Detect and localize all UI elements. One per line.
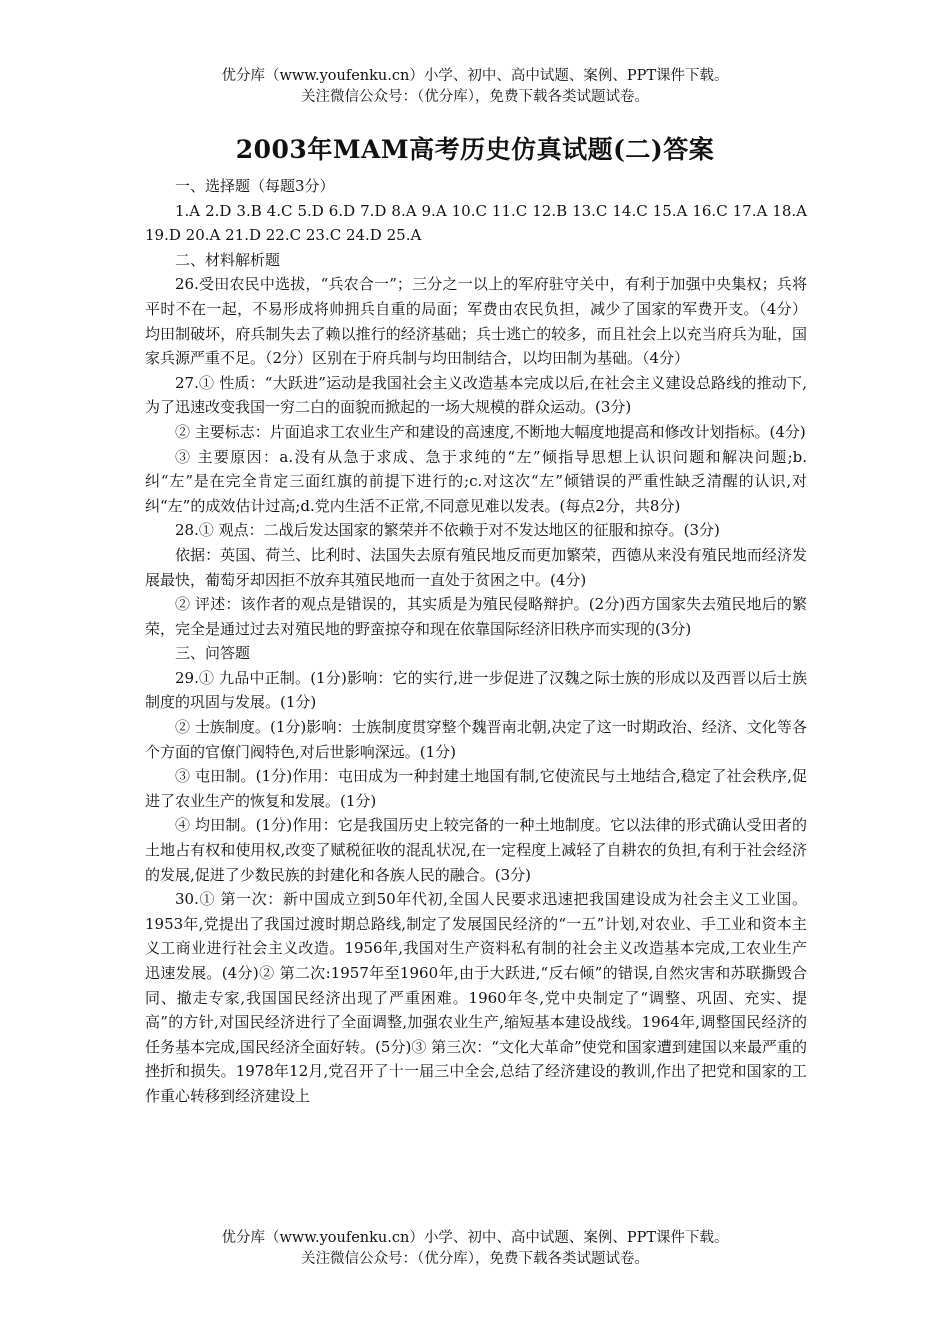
footer-line-1: 优分库（www.youfenku.cn）小学、初中、高中试题、案例、PPT课件下载。 <box>221 1230 729 1246</box>
answer-30: 30.① 第一次：新中国成立到50年代初,全国人民要求迅速把我国建设成为社会主义工业国。1953年,党提出了我国过渡时期总路线,制定了发展国民经济的“一五”计划,对农业、手工业和资本主义工商业进行社会主义改造。1956年,我国对生产资料私有制的社会主义改造基本完成,工农业生产迅速发展。(4分)② 第二次:1957年至1960年,由于大跃进,“反右倾”的错误,自然灾害和苏联撕毁合同、撤走专家,我国国民经济出现了严重困难。1960年冬,党中央制定了“调整、巩固、充实、提高”的方针,对国民经济进行了全面调整,加强农业生产,缩短基本建设战线。1964年,调整国民经济的任务基本完成,国民经济全面好转。(5分)③ 第三次：“文化大革命”使党和国家遭到建国以来最严重的挫折和损失。1978年12月,党召开了十一届三中全会,总结了经济建设的教训,作出了把党和国家的工作重心转移到经济建设上 <box>145 890 807 1105</box>
page-header <box>0 66 950 108</box>
answer-27-2: ② 主要标志：片面追求工农业生产和建设的高速度,不断地大幅度地提高和修改计划指标。(4分) <box>175 422 806 441</box>
answer-27-3: ③ 主要原因：a.没有从急于求成、急于求纯的“左”倾指导思想上认识问题和解决问题;b.纠“左”是在完全肯定三面红旗的前提下进行的;c.对这次“左”倾错误的严重性缺乏清醒的认识,对纠“左”的成效估计过高;d.党内生活不正常,不同意见难以发表。(每点2分，共8分) <box>145 447 807 515</box>
answer-body <box>145 174 807 1109</box>
answer-28-1: 28.① 观点：二战后发达国家的繁荣并不依赖于对不发达地区的征服和掠夺。(3分) <box>175 521 720 540</box>
answer-29-1: 29.① 九品中正制。(1分)影响：它的实行,进一步促进了汉魏之际士族的形成以及西晋以后士族制度的巩固与发展。(1分) <box>145 668 807 712</box>
answer-26: 26.受田农民中选拔，“兵农合一”；三分之一以上的军府驻守关中，有利于加强中央集权；兵将平时不在一起，不易形成将帅拥兵自重的局面；军费由农民负担，减少了国家的军费开支。（4分）均田制破坏，府兵制失去了赖以推行的经济基础；兵士逃亡的较多，而且社会上以充当府兵为耻，国家兵源严重不足。（2分）区别在于府兵制与均田制结合，以均田制为基础。（4分） <box>145 275 807 368</box>
answer-29-3: ③ 屯田制。(1分)作用：屯田成为一种封建土地国有制,它使流民与土地结合,稳定了社会秩序,促进了农业生产的恢复和发展。(1分) <box>145 767 807 810</box>
document-title: 2003年MAM高考历史仿真试题(二)答案 <box>235 135 715 164</box>
answer-28-2: ② 评述：该作者的观点是错误的，其实质是为殖民侵略辩护。(2分)西方国家失去殖民地后的繁荣，完全是通过过去对殖民地的野蛮掠夺和现在依靠国际经济旧秩序而实现的(3分) <box>145 595 807 638</box>
footer-line-2: 关注微信公众号：（优分库），免费下载各类试题试卷。 <box>301 1251 649 1267</box>
answer-27-1: 27.① 性质：“大跃进”运动是我国社会主义改造基本完成以后,在社会主义建设总路线的推动下,为了迅速改变我国一穷二白的面貌而掀起的一场大规模的群众运动。(3分) <box>145 373 807 417</box>
header-line-2: 关注微信公众号：（优分库），免费下载各类试题试卷。 <box>301 89 649 105</box>
answer-28-basis: 依据：英国、荷兰、比利时、法国失去原有殖民地反而更加繁荣，西德从来没有殖民地而经济发展最快，葡萄牙却因拒不放弃其殖民地而一直处于贫困之中。(4分) <box>145 545 807 589</box>
answer-29-4: ④ 均田制。(1分)作用：它是我国历史上较完备的一种土地制度。它以法律的形式确认受田者的土地占有权和使用权,改变了赋税征收的混乱状况,在一定程度上减轻了自耕农的负担,有利于社会经济的发展,促进了少数民族的封建化和各族人民的融合。(3分) <box>145 816 807 884</box>
page-footer <box>0 1228 950 1270</box>
answer-29-2: ② 士族制度。(1分)影响：士族制度贯穿整个魏晋南北朝,决定了这一时期政治、经济、文化等各个方面的官僚门阀特色,对后世影响深远。(1分) <box>145 718 807 761</box>
choice-answers: 1.A 2.D 3.B 4.C 5.D 6.D 7.D 8.A 9.A 10.C 11.C 12.B 13.C 14.C 15.A 16.C 17.A 18.A 19.D 20.A 21.D 22.C 23.C 24.D 25.A <box>145 201 807 245</box>
section-heading-choice: 一、选择题（每题3分） <box>175 177 335 195</box>
section-heading-material: 二、材料解析题 <box>175 250 281 269</box>
header-line-1: 优分库（www.youfenku.cn）小学、初中、高中试题、案例、PPT课件下载。 <box>221 68 729 84</box>
section-heading-qa: 三、问答题 <box>175 644 251 663</box>
